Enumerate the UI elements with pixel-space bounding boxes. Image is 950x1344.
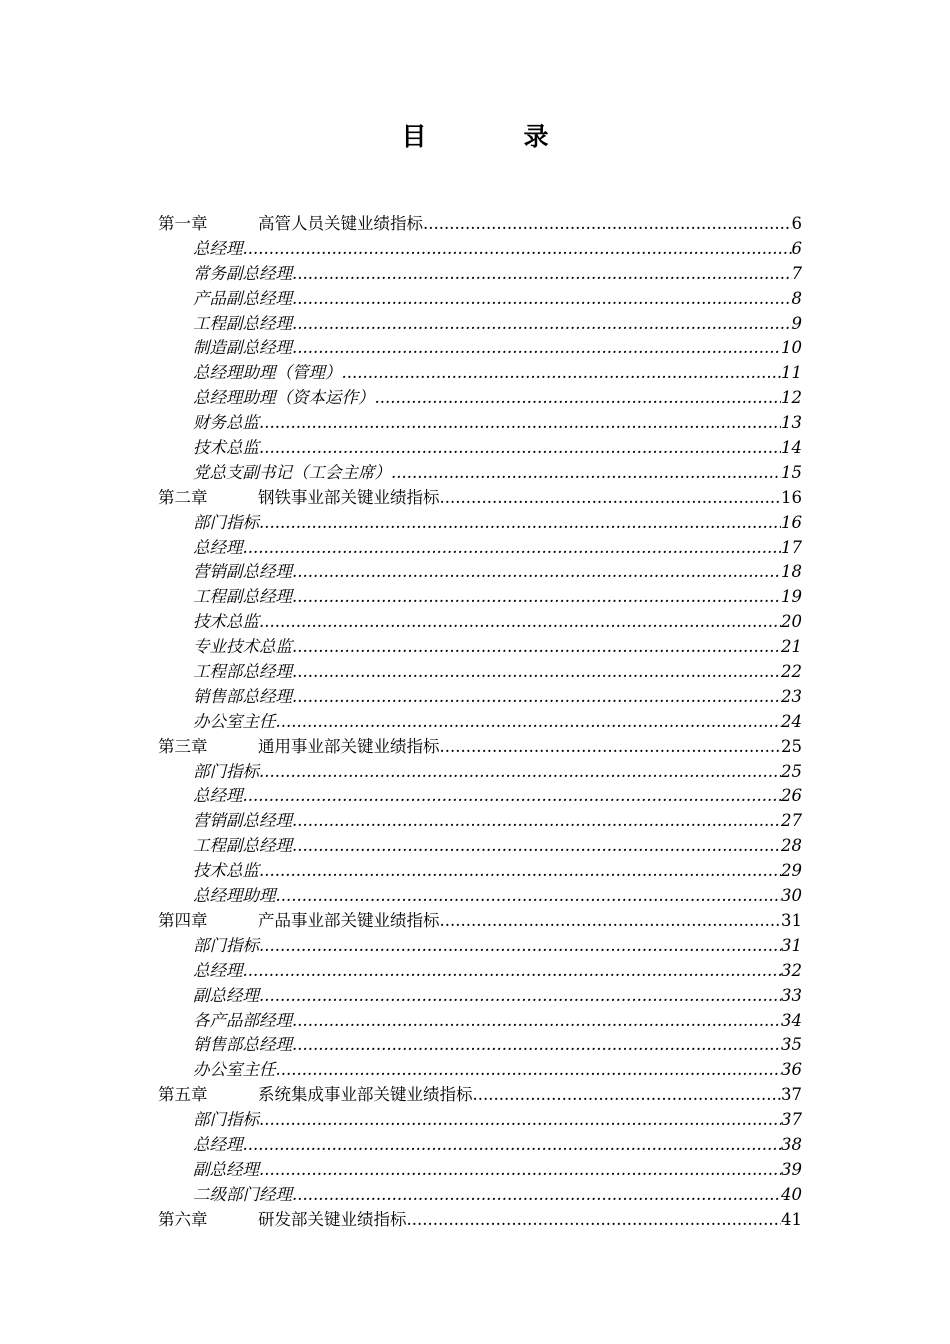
toc-dot-leader <box>292 560 781 585</box>
toc-page-number: 41 <box>781 1209 802 1229</box>
toc-chapter-entry[interactable] <box>158 909 802 934</box>
toc-page-number: 20 <box>781 612 802 632</box>
toc-page-number: 26 <box>781 786 802 806</box>
toc-page-number: 16 <box>781 512 802 532</box>
toc-section-entry[interactable] <box>158 660 802 685</box>
toc-page-number: 25 <box>781 761 802 781</box>
toc-chapter-number: 第四章 <box>158 910 208 930</box>
toc-page-number: 24 <box>781 711 802 731</box>
toc-dot-leader <box>259 934 781 959</box>
toc-dot-leader <box>292 660 781 685</box>
toc-page-number: 34 <box>781 1010 802 1030</box>
toc-entry-label: 总经理助理（管理） <box>193 363 342 383</box>
toc-chapter-number: 第三章 <box>158 736 208 756</box>
toc-dot-leader <box>243 536 782 561</box>
toc-page-number: 11 <box>781 363 802 383</box>
toc-entry-label: 财务总监 <box>193 413 259 433</box>
toc-dot-leader <box>259 984 781 1009</box>
toc-page-number: 37 <box>781 1110 802 1130</box>
toc-section-entry[interactable] <box>158 685 802 710</box>
toc-entry-label: 总经理 <box>193 1134 243 1154</box>
toc-page-number: 15 <box>781 462 802 482</box>
toc-entry-label: 工程副总经理 <box>193 836 292 856</box>
toc-chapter-number: 第二章 <box>158 487 208 507</box>
toc-page-number: 35 <box>781 1035 802 1055</box>
toc-section-entry[interactable] <box>158 859 802 884</box>
toc-section-entry[interactable] <box>158 884 802 909</box>
toc-entry-label: 产品副总经理 <box>193 288 292 308</box>
toc-page-number: 18 <box>781 562 802 582</box>
toc-dot-leader <box>276 710 782 735</box>
toc-entry-label: 副总经理 <box>193 985 259 1005</box>
toc-section-entry[interactable] <box>158 635 802 660</box>
toc-chapter-number: 第六章 <box>158 1209 208 1229</box>
toc-entry-label: 产品事业部关键业绩指标 <box>258 910 440 930</box>
toc-entry-label: 工程副总经理 <box>193 313 292 333</box>
toc-dot-leader <box>243 237 792 262</box>
toc-section-entry[interactable] <box>158 1009 802 1034</box>
toc-dot-leader <box>243 784 782 809</box>
toc-dot-leader <box>292 336 781 361</box>
toc-entry-label: 系统集成事业部关键业绩指标 <box>258 1085 473 1105</box>
toc-entry-label: 销售部总经理 <box>193 686 292 706</box>
toc-dot-leader <box>259 859 781 884</box>
toc-chapter-entry[interactable] <box>158 1083 802 1108</box>
toc-dot-leader <box>292 1009 781 1034</box>
toc-dot-leader <box>292 834 781 859</box>
toc-entry-label: 总经理 <box>193 238 243 258</box>
toc-entry-label: 通用事业部关键业绩指标 <box>258 736 440 756</box>
toc-dot-leader <box>259 1158 781 1183</box>
toc-page-number: 29 <box>781 861 802 881</box>
toc-chapter-entry[interactable] <box>158 735 802 760</box>
toc-page-number: 13 <box>781 413 802 433</box>
toc-entry-label: 工程副总经理 <box>193 587 292 607</box>
toc-entry-label: 专业技术总监 <box>193 637 292 657</box>
toc-entry-label: 研发部关键业绩指标 <box>258 1209 407 1229</box>
toc-section-entry[interactable] <box>158 386 802 411</box>
toc-page-number: 19 <box>781 587 802 607</box>
toc-entry-label: 总经理 <box>193 786 243 806</box>
toc-page-number: 36 <box>781 1060 802 1080</box>
toc-entry-label: 营销副总经理 <box>193 811 292 831</box>
toc-entry-label: 技术总监 <box>193 438 259 458</box>
toc-section-entry[interactable] <box>158 262 802 287</box>
toc-page-number: 27 <box>781 811 802 831</box>
toc-entry-label: 技术总监 <box>193 612 259 632</box>
toc-entry-label: 部门指标 <box>193 512 259 532</box>
toc-dot-leader <box>440 486 782 511</box>
toc-page-number: 28 <box>781 836 802 856</box>
toc-section-entry[interactable] <box>158 336 802 361</box>
toc-dot-leader <box>375 386 782 411</box>
toc-section-entry[interactable] <box>158 312 802 337</box>
toc-entry-label: 总经理 <box>193 537 243 557</box>
toc-section-entry[interactable] <box>158 536 802 561</box>
toc-page-number: 39 <box>781 1159 802 1179</box>
toc-dot-leader <box>243 959 782 984</box>
toc-dot-leader <box>259 760 781 785</box>
toc-entry-label: 总经理 <box>193 960 243 980</box>
toc-entry-label: 总经理助理（资本运作） <box>193 388 375 408</box>
toc-section-entry[interactable] <box>158 585 802 610</box>
toc-entry-label: 部门指标 <box>193 1110 259 1130</box>
toc-page-number: 31 <box>781 935 802 955</box>
toc-page-number: 7 <box>791 263 802 283</box>
toc-entry-label: 办公室主任 <box>193 711 276 731</box>
toc-section-entry[interactable] <box>158 361 802 386</box>
toc-page-number: 8 <box>791 288 802 308</box>
toc-entry-label: 技术总监 <box>193 861 259 881</box>
toc-section-entry[interactable] <box>158 610 802 635</box>
toc-section-entry[interactable] <box>158 984 802 1009</box>
toc-entry-label: 钢铁事业部关键业绩指标 <box>258 487 440 507</box>
table-of-contents <box>158 212 802 1233</box>
toc-dot-leader <box>292 585 781 610</box>
toc-dot-leader <box>292 287 792 312</box>
toc-entry-label: 制造副总经理 <box>193 338 292 358</box>
toc-entry-label: 各产品部经理 <box>193 1010 292 1030</box>
toc-dot-leader <box>391 461 781 486</box>
toc-entry-label: 二级部门经理 <box>193 1184 292 1204</box>
toc-entry-label: 销售部总经理 <box>193 1035 292 1055</box>
toc-section-entry[interactable] <box>158 1133 802 1158</box>
toc-dot-leader <box>342 361 782 386</box>
toc-section-entry[interactable] <box>158 784 802 809</box>
toc-section-entry[interactable] <box>158 834 802 859</box>
toc-entry-label: 营销副总经理 <box>193 562 292 582</box>
toc-dot-leader <box>292 1033 781 1058</box>
toc-section-entry[interactable] <box>158 511 802 536</box>
toc-dot-leader <box>440 909 782 934</box>
toc-dot-leader <box>407 1208 782 1233</box>
toc-entry-label: 副总经理 <box>193 1159 259 1179</box>
toc-page-number: 31 <box>781 910 802 930</box>
toc-page-number: 14 <box>781 438 802 458</box>
toc-page-number: 38 <box>781 1134 802 1154</box>
toc-dot-leader <box>292 1183 781 1208</box>
toc-section-entry[interactable] <box>158 287 802 312</box>
toc-entry-label: 部门指标 <box>193 935 259 955</box>
toc-dot-leader <box>259 610 781 635</box>
toc-dot-leader <box>292 262 792 287</box>
toc-dot-leader <box>259 1108 781 1133</box>
toc-page-number: 16 <box>781 487 802 507</box>
toc-page-number: 17 <box>781 537 802 557</box>
toc-entry-label: 部门指标 <box>193 761 259 781</box>
toc-chapter-number: 第一章 <box>158 214 208 233</box>
toc-section-entry[interactable] <box>158 934 802 959</box>
toc-page-number: 33 <box>781 985 802 1005</box>
toc-dot-leader <box>292 312 792 337</box>
toc-entry-label: 党总支副书记（工会主席） <box>193 462 391 482</box>
toc-chapter-entry[interactable] <box>158 1208 802 1233</box>
toc-page-number: 12 <box>781 388 802 408</box>
toc-chapter-number: 第五章 <box>158 1085 208 1105</box>
toc-section-entry[interactable] <box>158 461 802 486</box>
toc-entry-label: 常务副总经理 <box>193 263 292 283</box>
toc-page-number: 6 <box>791 238 802 258</box>
toc-dot-leader <box>259 436 781 461</box>
toc-entry-label: 高管人员关键业绩指标 <box>258 214 423 233</box>
toc-dot-leader <box>276 1058 782 1083</box>
toc-dot-leader <box>292 809 781 834</box>
toc-page-number: 22 <box>781 662 802 682</box>
toc-section-entry[interactable] <box>158 809 802 834</box>
toc-section-entry[interactable] <box>158 237 802 262</box>
toc-entry-label: 总经理助理 <box>193 886 276 906</box>
toc-dot-leader <box>259 411 781 436</box>
toc-section-entry[interactable] <box>158 436 802 461</box>
toc-page-number: 25 <box>781 736 802 756</box>
toc-dot-leader <box>440 735 782 760</box>
toc-dot-leader <box>473 1083 782 1108</box>
toc-section-entry[interactable] <box>158 1033 802 1058</box>
toc-dot-leader <box>423 212 792 237</box>
toc-section-entry[interactable] <box>158 560 802 585</box>
toc-page-number: 30 <box>781 886 802 906</box>
toc-page-number: 21 <box>781 637 802 657</box>
toc-section-entry[interactable] <box>158 1058 802 1083</box>
toc-page-number: 37 <box>781 1085 802 1105</box>
toc-entry-label: 工程部总经理 <box>193 662 292 682</box>
toc-section-entry[interactable] <box>158 760 802 785</box>
toc-section-entry[interactable] <box>158 710 802 735</box>
toc-dot-leader <box>259 511 781 536</box>
toc-page-number: 6 <box>791 214 802 233</box>
toc-section-entry[interactable] <box>158 1183 802 1208</box>
toc-section-entry[interactable] <box>158 1108 802 1133</box>
toc-dot-leader <box>292 685 781 710</box>
toc-dot-leader <box>292 635 781 660</box>
toc-dot-leader <box>276 884 782 909</box>
toc-page-number: 10 <box>781 338 802 358</box>
toc-page-number: 32 <box>781 960 802 980</box>
toc-page-number: 9 <box>791 313 802 333</box>
toc-section-entry[interactable] <box>158 1158 802 1183</box>
toc-chapter-entry[interactable] <box>158 212 802 237</box>
toc-section-entry[interactable] <box>158 959 802 984</box>
toc-chapter-entry[interactable] <box>158 486 802 511</box>
page-title: 目 录 <box>401 122 585 151</box>
toc-page-number: 40 <box>781 1184 802 1204</box>
toc-entry-label: 办公室主任 <box>193 1060 276 1080</box>
toc-dot-leader <box>243 1133 782 1158</box>
toc-page-number: 23 <box>781 686 802 706</box>
toc-section-entry[interactable] <box>158 411 802 436</box>
